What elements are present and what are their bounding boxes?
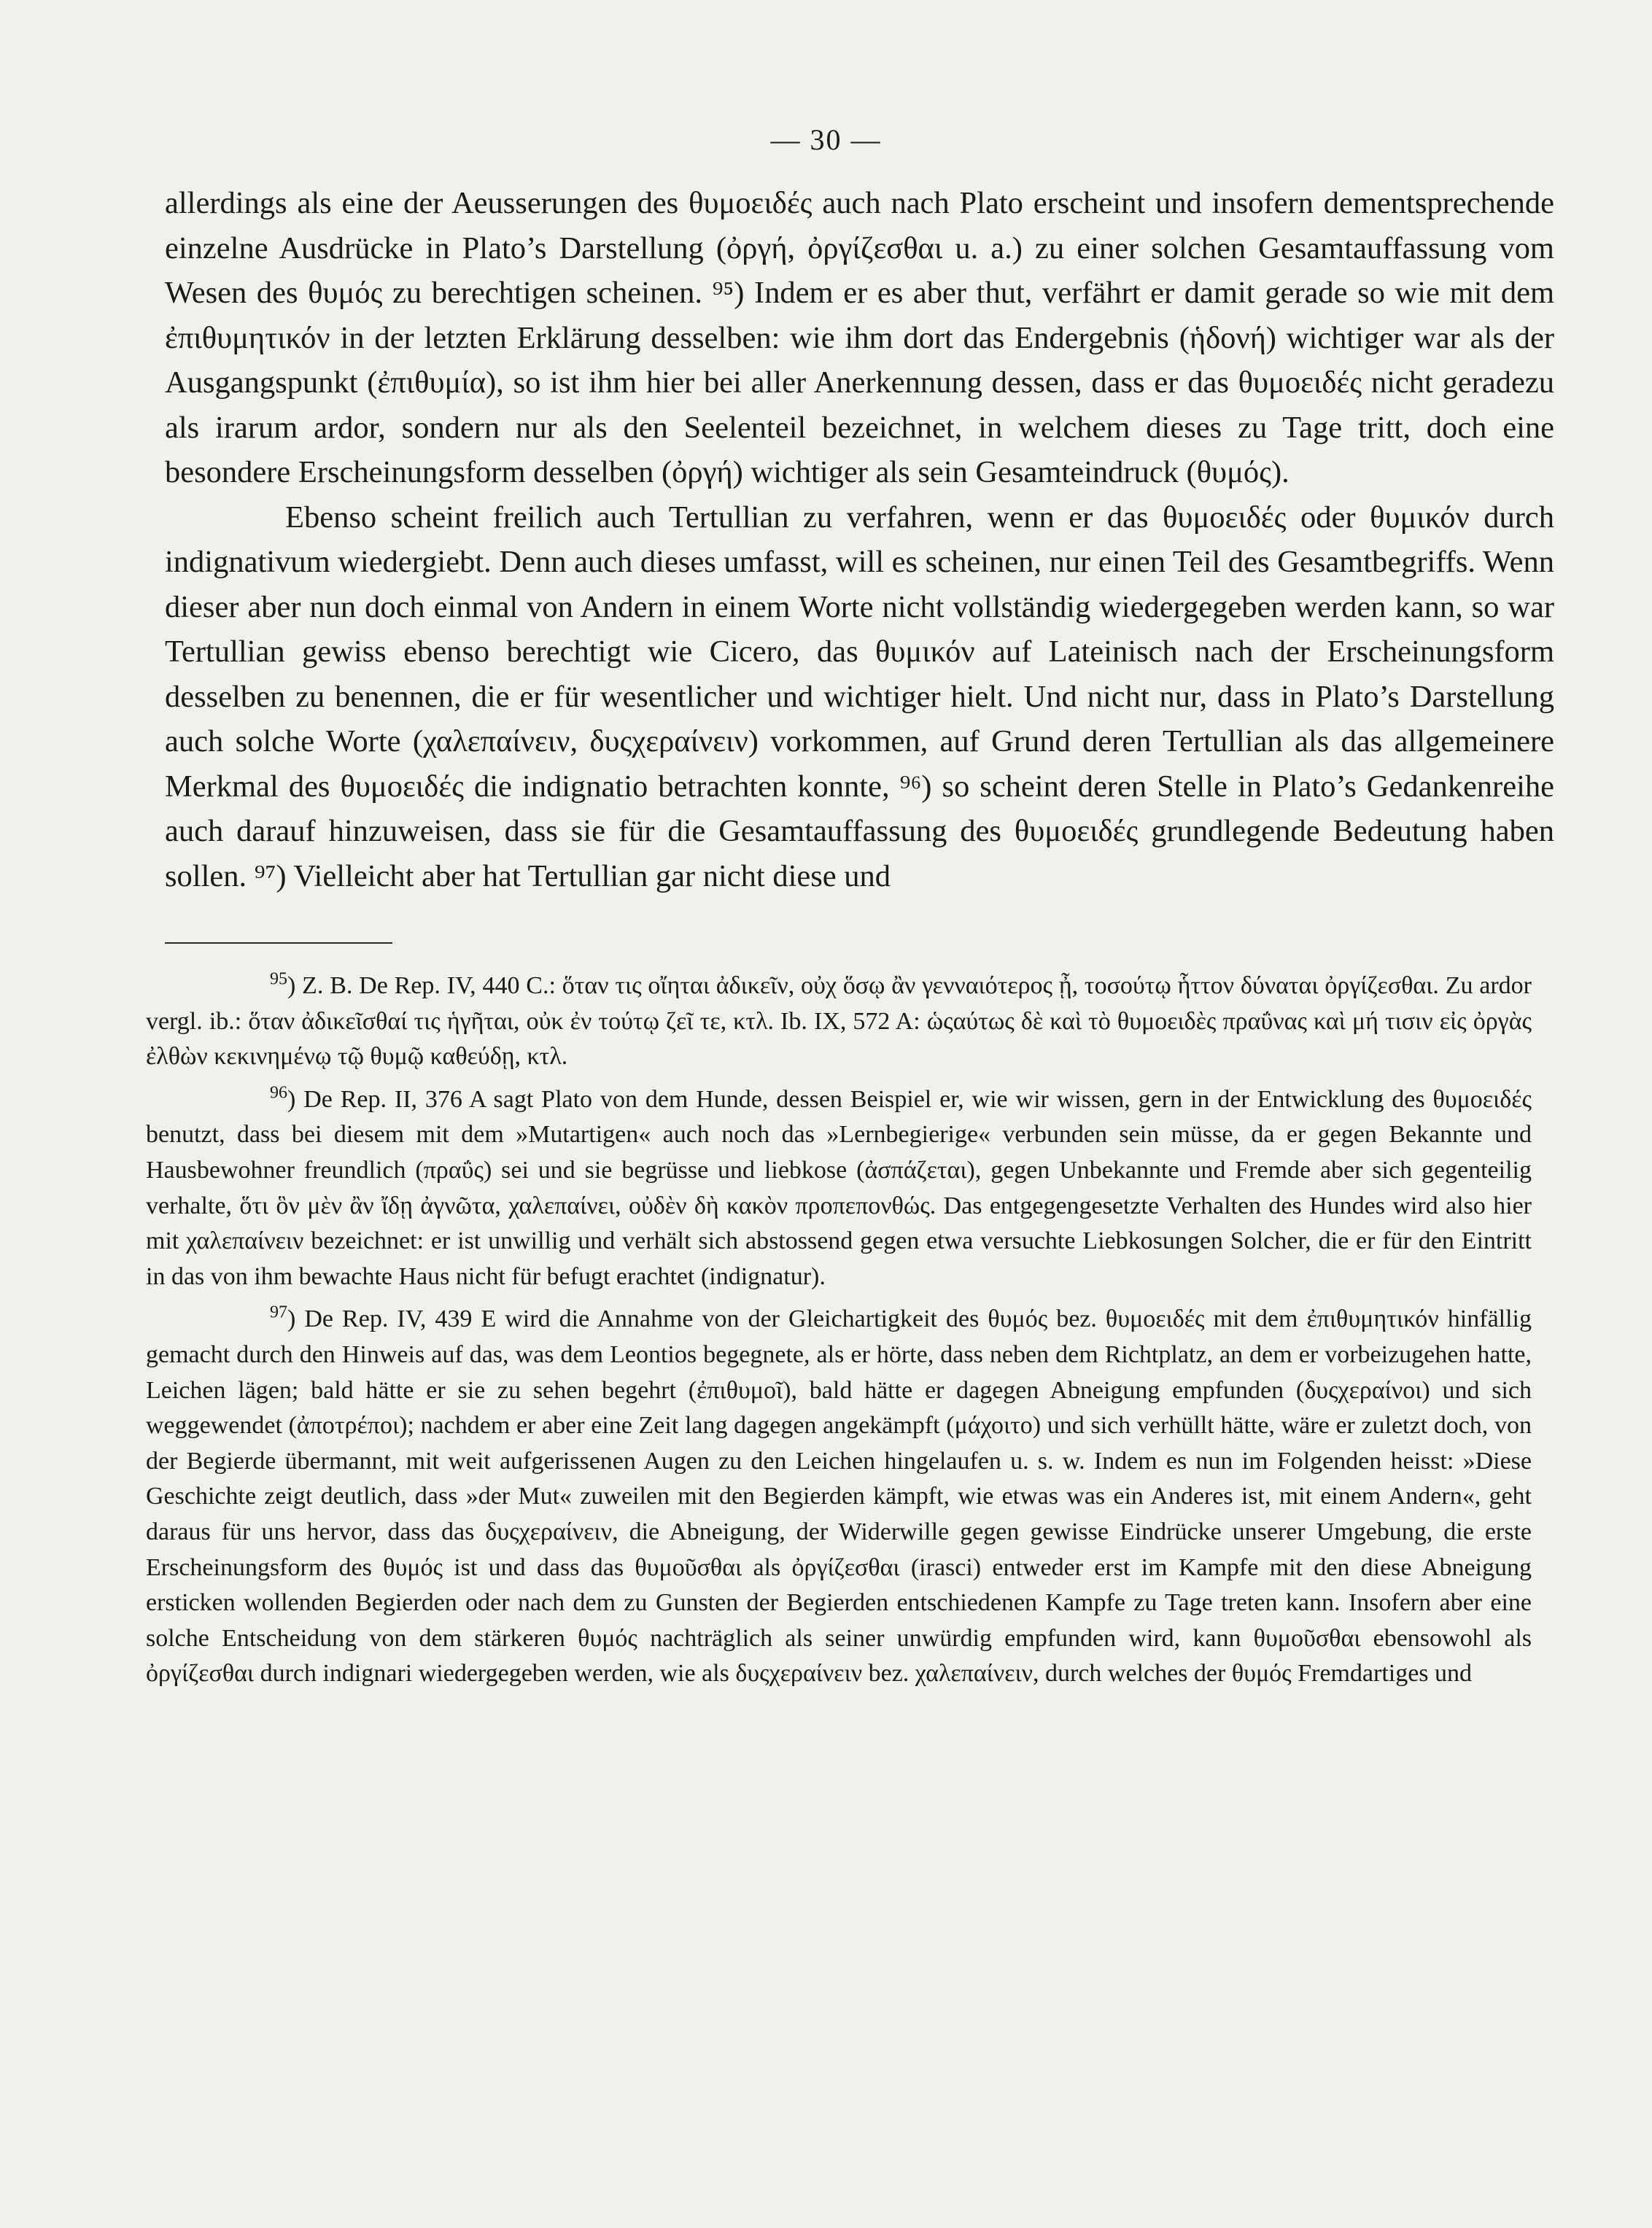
footnote-number: 96 xyxy=(270,1083,287,1103)
footnote-97: $^{97}$) De Rep. IV, 439 E wird die Annahme von der Gleichartigkeit des θυμός bez. θυμοειδές mit dem ἐπιθυμητικόν hinfällig gemacht durch den Hinweis auf das, was dem Leontios begegnete, als er hörte, dass neben dem Richtplatz, an dem er vorbeizugehen hatte, Leichen lägen; bald hätte er sie zu sehen begehrt (ἐπιθυμοῖ), bald hätte er dagegen Abneigung empfunden (δυςχεραίνοι) und sich weggewendet (ἀποτρέποι); nachdem er aber eine Zeit lang dagegen angekämpft (μάχοιτο) und sich verhüllt hätte, wäre er zuletzt doch, von der Begierde übermannt, mit weit aufgerissenen Augen zu den Leichen hingelaufen u. s. w. Indem es nun im Folgenden heisst: »Diese Geschichte zeigt deutlich, dass »der Mut« zuweilen mit den Begierden kämpft, wie etwas was ein Anderes ist, mit einem Andern«, geht daraus für uns hervor, dass das δυςχεραίνειν, die Abneigung, der Widerwille gegen gewisse Eindrücke unserer Umgebung, die erste Erscheinungsform des θυμός ist und dass das θυμοῦσθαι als ὀργίζεσθαι (irasci) entweder erst im Kampfe mit den diese Abneigung ersticken wollenden Begierden oder nach dem zu Gunsten der Begierden entschiedenen Kampfe zu Tage treten kann. Insofern aber eine solche Entscheidung von dem stärkeren θυμός nachträglich als seiner unwürdig empfunden wird, kann θυμοῦσθαι ebensowohl als ὀργίζεσθαι durch indignari wiedergegeben werden, wie als δυςχεραίνειν bez. χαλεπαίνειν, durch welches der θυμός Fremdartiges und xyxy=(146,1303,1532,1688)
footnote-96: $^{96}$) De Rep. II, 376 A sagt Plato von dem Hunde, dessen Beispiel er, wie wir wissen, gern in der Entwicklung des θυμοειδές benutzt, dass bei diesem mit dem »Mutartigen« auch noch das »Lernbegierige« verbunden sein müsse, da er gegen Bekannte und Hausbewohner freundlich (πραΰς) sei und sie begrüsse und liebkose (ἀσπάζεται), gegen Unbekannte und Fremde aber sich gegenteilig verhalte, ὅτι ὃν μὲν ἂν ἴδῃ ἀγνῶτα, χαλεπαίνει, οὐδὲν δὴ κακὸν προπεπονθώς. Das entgegengesetzte Verhalten des Hundes wird also hier mit χαλεπαίνειν bezeichnet: er ist unwillig und verhält sich abstossend gegen etwa versuchte Liebkosungen Solcher, die er für den Eintritt in das von ihm bewachte Haus nicht für befugt erachtet (indignatur). xyxy=(146,1083,1532,1290)
footnotes xyxy=(146,969,1532,1699)
footnote-text: Z. B. De Rep. IV, 440 C.: ὅταν τις οἴηται ἀδικεῖν, οὐχ ὅσῳ ἂν γενναιότερος ᾖ, τοσούτῳ ἧττον δύναται ὀργίζεσθαι. Zu ardor vergl. ib.: ὅταν ἀδικεῖσθαί τις ἡγῆται, οὐκ ἐν τούτῳ ζεῖ τε, κτλ. Ib. IX, 572 A: ὡςαύτως δὲ καὶ τὸ θυμοειδὲς πραΰνας καὶ μή τισιν εἰς ὀργὰς ἐλθὼν κεκινημένῳ τῷ θυμῷ καθεύδῃ, κτλ. xyxy=(146,972,1532,1071)
body-paragraph: allerdings als eine der Aeusserungen des θυμοειδές auch nach Plato erscheint und insofern dementsprechende einzelne Ausdrücke in Plato’s Darstellung (ὀργή, ὀργίζεσθαι u. a.) zu einer solchen Gesamtauffassung vom Wesen des θυμός zu berechtigen scheinen. ⁹⁵) Indem er es aber thut, verfährt er damit gerade so wie mit dem ἐπιθυμητικόν in der letzten Erklärung desselben: wie ihm dort das Endergebnis (ἡδονή) wichtiger war als der Ausgangspunkt (ἐπιθυμία), so ist ihm hier bei aller Anerkennung dessen, dass er das θυμοειδές nicht geradezu als irarum ardor, sondern nur als den Seelenteil bezeichnet, in welchem dieses zu Tage tritt, doch eine besondere Erscheinungsform desselben (ὀργή) wichtiger als sein Gesamteindruck (θυμός). xyxy=(165,186,1554,489)
body-paragraph: Ebenso scheint freilich auch Tertullian zu verfahren, wenn er das θυμοειδές oder θυμικόν durch indignativum wiedergiebt. Denn auch dieses umfasst, will es scheinen, nur einen Teil des Gesamtbegriffs. Wenn dieser aber nun doch einmal von Andern in einem Worte nicht vollständig wiedergegeben werden kann, so war Tertullian gewiss ebenso berechtigt wie Cicero, das θυμικόν auf Lateinisch nach der Erscheinungsform desselben zu benennen, die er für wesentlicher und wichtiger hielt. Und nicht nur, dass in Plato’s Darstellung auch solche Worte (χαλεπαίνειν, δυςχεραίνειν) vorkommen, auf Grund deren Tertullian als das allgemeinere Merkmal des θυμοειδές die indignatio betrachten konnte, ⁹⁶) so scheint deren Stelle in Plato’s Gedankenreihe auch darauf hinzuweisen, dass sie für die Gesamtauffassung des θυμοειδές grundlegende Bedeutung haben sollen. ⁹⁷) Vielleicht aber hat Tertullian gar nicht diese und xyxy=(165,500,1554,893)
footnote-number: 97 xyxy=(270,1303,287,1323)
footnote-text: De Rep. II, 376 A sagt Plato von dem Hunde, dessen Beispiel er, wie wir wissen, gern in der Entwicklung des θυμοειδές benutzt, dass bei diesem mit dem »Mutartigen« auch noch das »Lernbegierige« verbunden sein müsse, da er gegen Bekannte und Hausbewohner freundlich (πραΰς) sei und sie begrüsse und liebkose (ἀσπάζεται), gegen Unbekannte und Fremde aber sich gegenteilig verhalte, ὅτι ὃν μὲν ἂν ἴδῃ ἀγνῶτα, χαλεπαίνει, οὐδὲν δὴ κακὸν προπεπονθώς. Das entgegengesetzte Verhalten des Hundes wird also hier mit χαλεπαίνειν bezeichnet: er ist unwillig und verhält sich abstossend gegen etwa versuchte Liebkosungen Solcher, die er für den Eintritt in das von ihm bewachte Haus nicht für befugt erachtet (indignatur). xyxy=(146,1085,1532,1290)
page-number: — 30 — xyxy=(770,123,882,156)
footnote-95: $^{95}$) Z. B. De Rep. IV, 440 C.: ὅταν τις οἴηται ἀδικεῖν, οὐχ ὅσῳ ἂν γενναιότερος ᾖ, τοσούτῳ ἧττον δύναται ὀργίζεσθαι. Zu ardor vergl. ib.: ὅταν ἀδικεῖσθαί τις ἡγῆται, οὐκ ἐν τούτῳ ζεῖ τε, κτλ. Ib. IX, 572 A: ὡςαύτως δὲ καὶ τὸ θυμοειδὲς πραΰνας καὶ μή τισιν εἰς ὀργὰς ἐλθὼν κεκινημένῳ τῷ θυμῷ καθεύδῃ, κτλ. xyxy=(146,969,1532,1071)
footnote-divider xyxy=(165,942,392,944)
footnote-text: De Rep. IV, 439 E wird die Annahme von der Gleichartigkeit des θυμός bez. θυμοειδές mit dem ἐπιθυμητικόν hinfällig gemacht durch den Hinweis auf das, was dem Leontios begegnete, als er hörte, dass neben dem Richtplatz, an dem er vorbeizugehen hatte, Leichen lägen; bald hätte er sie zu sehen begehrt (ἐπιθυμοῖ), bald hätte er dagegen Abneigung empfunden (δυςχεραίνοι) und sich weggewendet (ἀποτρέποι); nachdem er aber eine Zeit lang dagegen angekämpft (μάχοιτο) und sich verhüllt hätte, wäre er zuletzt doch, von der Begierde übermannt, mit weit aufgerissenen Augen zu den Leichen hingelaufen u. s. w. Indem es nun im Folgenden heisst: »Diese Geschichte zeigt deutlich, dass »der Mut« zuweilen mit den Begierden kämpft, wie etwas was ein Anderes ist, mit einem Andern«, geht daraus für uns hervor, dass das δυςχεραίνειν, die Abneigung, der Widerwille gegen gewisse Eindrücke unserer Umgebung, die erste Erscheinungsform des θυμός ist und dass das θυμοῦσθαι als ὀργίζεσθαι (irasci) entweder erst im Kampfe mit den diese Abneigung ersticken wollenden Begierden oder nach dem zu Gunsten der Begierden entschiedenen Kampfe zu Tage treten kann. Insofern aber eine solche Entscheidung von dem stärkeren θυμός nachträglich als seiner unwürdig empfunden wird, kann θυμοῦσθαι ebensowohl als ὀργίζεσθαι durch indignari wiedergegeben werden, wie als δυςχεραίνειν bez. χαλεπαίνειν, durch welches der θυμός Fremdartiges und xyxy=(146,1305,1532,1688)
main-text xyxy=(165,181,1554,898)
footnote-number: 95 xyxy=(270,969,287,989)
